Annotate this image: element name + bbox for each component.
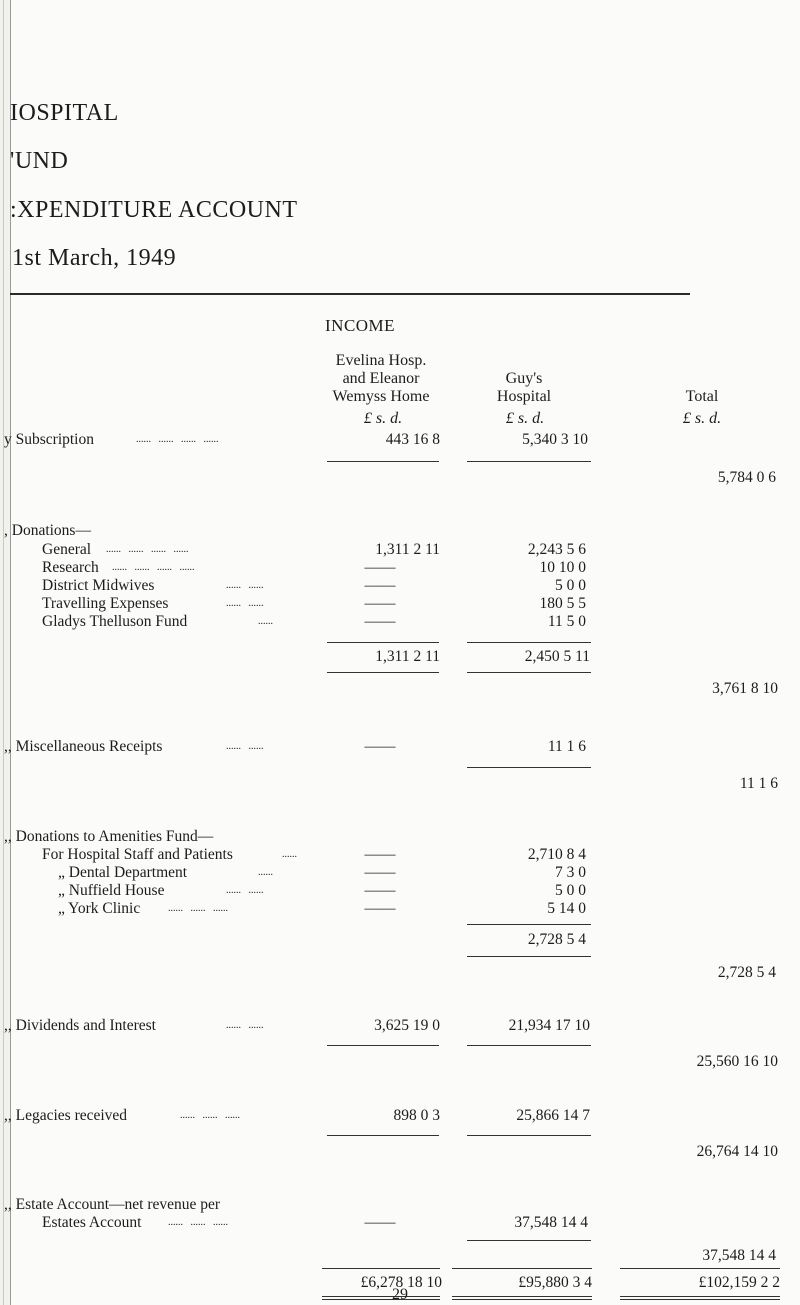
amenities-dental-col1: —— [364,864,396,881]
col2-header-line1: Guy's [505,370,543,387]
amenities-nuffield-col2: 5 0 0 [555,882,586,899]
legacies-total: 26,764 14 10 [696,1143,778,1160]
row-estate-label-1: ,, Estate Account—net revenue per [4,1196,221,1213]
donation-gladys-label: Gladys Thelluson Fund [42,613,188,630]
header-line-2: 'UND [10,148,69,174]
donation-midwives-dots: ...... ...... [226,580,264,591]
col2-header-line2: Hospital [496,388,552,405]
grand-total-col1: £6,278 18 10 [360,1274,442,1291]
donation-travelling-col2: 180 5 5 [539,595,586,612]
dividends-col1: 3,625 19 0 [374,1017,440,1034]
amenities-dental-dots: ...... [258,867,273,878]
row-dividends-dots: ...... ...... [226,1020,264,1031]
rule [452,1268,592,1269]
col1-header-line2: and Eleanor [342,370,420,387]
row-subscription-label: y Subscription [4,431,94,448]
subscription-col1: 443 16 8 [385,431,440,448]
rule [322,1268,440,1269]
donation-gladys-dots: ...... [258,616,273,627]
row-subscription-dots: ...... ...... ...... ...... [136,434,219,445]
subscription-total: 5,784 0 6 [717,469,776,486]
donation-general-label: General [42,541,92,558]
amenities-staff-label: For Hospital Staff and Patients [42,846,233,863]
grand-total-col2: £95,880 3 4 [518,1274,592,1291]
rule [467,1135,591,1136]
misc-col2: 11 1 6 [547,738,586,755]
misc-total: 11 1 6 [739,775,778,792]
row-estate-dots: ...... ...... ...... [168,1217,228,1228]
donation-midwives-col2: 5 0 0 [555,577,586,594]
donation-general-col1: 1,311 2 11 [375,541,440,558]
donation-travelling-col1: —— [364,595,396,612]
amenities-subtotal-col2: 2,728 5 4 [527,931,586,948]
rule [467,672,591,673]
double-rule [452,1296,592,1300]
legacies-col1: 898 0 3 [393,1107,440,1124]
col3-header: Total [685,388,719,405]
row-dividends-label: ,, Dividends and Interest [4,1017,156,1034]
rule [327,461,439,462]
donation-gladys-col1: —— [364,613,396,630]
col2-units: £ s. d. [505,410,545,427]
header-line-3: :XPENDITURE ACCOUNT [10,197,298,223]
donation-general-dots: ...... ...... ...... ...... [106,544,189,555]
row-amenities-label: ,, Donations to Amenities Fund— [4,828,214,845]
grand-total: £102,159 2 2 [698,1274,780,1291]
donation-midwives-col1: —— [364,577,396,594]
donation-research-col1: —— [364,559,396,576]
amenities-staff-col1: —— [364,846,396,863]
double-rule [322,1296,440,1300]
rule [467,642,591,643]
col1-header-line3: Wemyss Home [332,388,430,405]
amenities-nuffield-dots: ...... ...... [226,885,264,896]
amenities-total: 2,728 5 4 [717,964,776,981]
row-donations-label: , Donations— [4,522,91,539]
amenities-staff-col2: 2,710 8 4 [527,846,586,863]
amenities-york-dots: ...... ...... ...... [168,903,228,914]
amenities-nuffield-label: „ Nuffield House [58,882,165,899]
donation-research-col2: 10 10 0 [539,559,586,576]
rule [620,1268,780,1269]
rule [327,642,439,643]
rule [467,767,591,768]
donation-research-dots: ...... ...... ...... ...... [112,562,195,573]
dividends-total: 25,560 16 10 [696,1053,778,1070]
page-number: 29 [392,1286,408,1303]
estate-total: 37,548 14 4 [702,1247,776,1264]
amenities-york-label: „ York Clinic [58,900,141,917]
donation-travelling-label: Travelling Expenses [42,595,169,612]
amenities-york-col2: 5 14 0 [547,900,586,917]
rule [467,924,591,925]
donation-research-label: Research [42,559,99,576]
double-rule [620,1296,780,1300]
rule [467,461,591,462]
donations-total: 3,761 8 10 [712,680,778,697]
col3-units: £ s. d. [682,410,722,427]
dividends-col2: 21,934 17 10 [508,1017,590,1034]
rule [327,1045,439,1046]
row-estate-label-2: Estates Account [42,1214,142,1231]
misc-col1: —— [364,738,396,755]
col1-header-line1: Evelina Hosp. [335,352,427,369]
donation-midwives-label: District Midwives [42,577,155,594]
donation-travelling-dots: ...... ...... [226,598,264,609]
header-rule [10,293,690,295]
amenities-dental-col2: 7 3 0 [555,864,586,881]
rule [327,672,439,673]
header-line-1: IOSPITAL [10,100,119,126]
estate-col1: —— [364,1214,396,1231]
donations-subtotal-col2: 2,450 5 11 [524,648,590,665]
amenities-staff-dots: ...... [282,849,297,860]
rule [467,956,591,957]
subscription-col2: 5,340 3 10 [522,431,588,448]
rule [467,1045,591,1046]
legacies-col2: 25,866 14 7 [516,1107,590,1124]
donation-general-col2: 2,243 5 6 [527,541,586,558]
row-legacies-dots: ...... ...... ...... [180,1110,240,1121]
rule [467,1240,591,1241]
section-title: INCOME [325,316,396,335]
amenities-york-col1: —— [364,900,396,917]
header-line-4: 1st March, 1949 [12,245,177,271]
donations-subtotal-col1: 1,311 2 11 [375,648,440,665]
estate-col2: 37,548 14 4 [514,1214,588,1231]
row-misc-label: ,, Miscellaneous Receipts [4,738,163,755]
row-legacies-label: ,, Legacies received [4,1107,128,1124]
amenities-nuffield-col1: —— [364,882,396,899]
row-misc-dots: ...... ...... [226,741,264,752]
amenities-dental-label: „ Dental Department [58,864,188,881]
rule [327,1135,439,1136]
donation-gladys-col2: 11 5 0 [547,613,586,630]
col1-units: £ s. d. [363,410,403,427]
